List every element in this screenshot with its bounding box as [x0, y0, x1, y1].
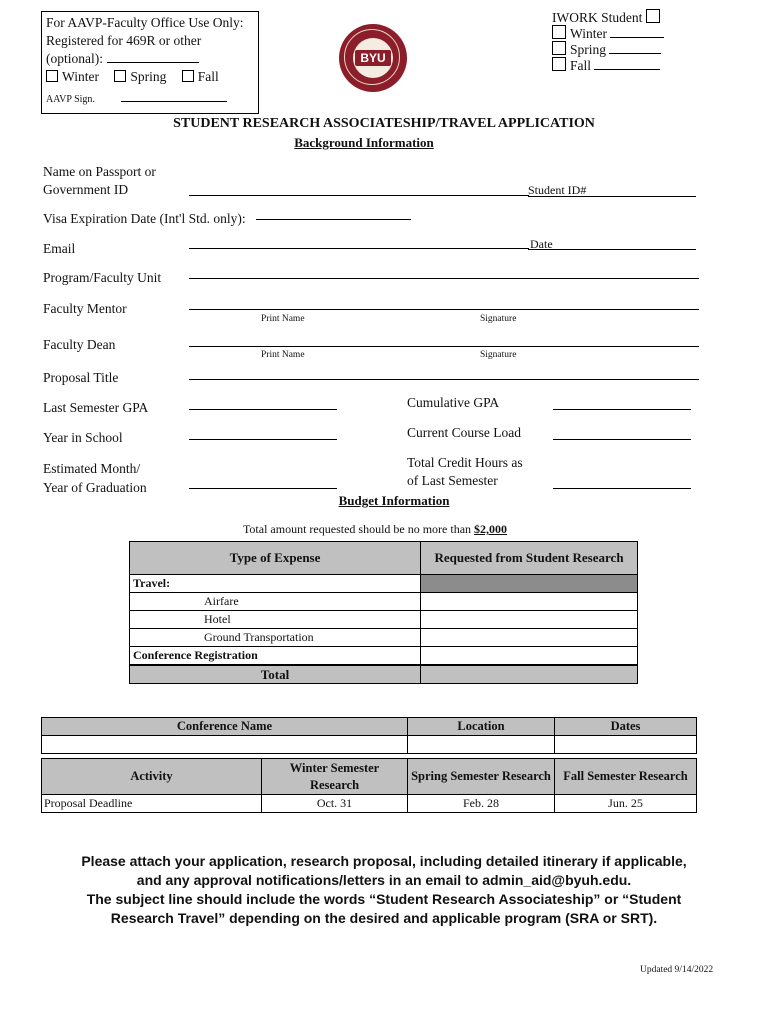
- budget-table: [129, 541, 638, 684]
- deadline-winter-header: Winter Semester Research: [262, 759, 408, 795]
- iwork-winter-line[interactable]: [610, 25, 664, 38]
- graduation-line[interactable]: [189, 488, 337, 489]
- dean-label: Faculty Dean: [43, 337, 116, 352]
- budget-ground-cell[interactable]: [421, 629, 638, 647]
- budget-ground-label: Ground Transportation: [130, 629, 421, 647]
- office-winter-checkbox[interactable]: [46, 70, 58, 82]
- budget-heading: Budget Information: [338, 493, 450, 508]
- graduation-label-line2: Year of Graduation: [43, 480, 147, 495]
- name-label: [43, 163, 156, 199]
- office-fall-label: Fall: [197, 69, 219, 84]
- office-fall-checkbox[interactable]: [182, 70, 194, 82]
- course-load-line[interactable]: [553, 439, 691, 440]
- credit-hours-line2: of Last Semester: [407, 473, 498, 488]
- budget-conference-cell[interactable]: [421, 647, 638, 666]
- credit-hours-line[interactable]: [553, 488, 691, 489]
- budget-note-text: Total amount requested should be no more than: [242, 522, 475, 536]
- budget-travel-label: Travel:: [130, 575, 421, 593]
- deadline-row-label: Proposal Deadline: [42, 795, 262, 813]
- budget-col-requested: Requested from Student Research: [421, 542, 638, 575]
- date-label: Date: [530, 237, 553, 251]
- office-winter-label: Winter: [62, 69, 99, 84]
- office-line-2: Registered for 469R or other: [46, 33, 202, 48]
- instructions-line4: Research Travel” depending on the desired and applicable program (SRA or SRT).: [110, 910, 658, 926]
- budget-total-cell[interactable]: [421, 665, 638, 684]
- budget-hotel-label: Hotel: [130, 611, 421, 629]
- dean-line[interactable]: [189, 346, 699, 347]
- visa-label: Visa Expiration Date (Int'l Std. only):: [43, 211, 246, 226]
- mentor-signature: Signature: [480, 314, 517, 324]
- conference-location-cell[interactable]: [408, 736, 555, 754]
- budget-total-label: Total: [130, 665, 421, 684]
- budget-note: [0, 522, 750, 537]
- deadline-spring-header: Spring Semester Research: [408, 759, 555, 795]
- cumulative-gpa-label: Cumulative GPA: [407, 395, 500, 410]
- updated-date: Updated 9/14/2022: [640, 965, 714, 975]
- cumulative-gpa-line[interactable]: [553, 409, 691, 410]
- office-use-box: [41, 11, 259, 114]
- iwork-spring-line[interactable]: [609, 41, 661, 54]
- conference-location-header: Location: [408, 718, 555, 736]
- dean-print-name: Print Name: [261, 350, 305, 360]
- name-label-line1: Name on Passport or: [43, 164, 156, 179]
- office-line-1: For AAVP-Faculty Office Use Only:: [46, 15, 244, 30]
- year-in-school-label: Year in School: [43, 430, 123, 445]
- mentor-print-name: Print Name: [261, 314, 305, 324]
- office-line-3: (optional):: [46, 51, 103, 66]
- office-optional-line[interactable]: [107, 50, 199, 63]
- budget-hotel-cell[interactable]: [421, 611, 638, 629]
- name-input-line[interactable]: [189, 195, 529, 196]
- last-gpa-line[interactable]: [189, 409, 337, 410]
- date-line[interactable]: [528, 249, 696, 250]
- student-id-line[interactable]: [528, 196, 696, 197]
- office-spring-label: Spring: [130, 69, 167, 84]
- budget-col-type: Type of Expense: [130, 542, 421, 575]
- graduation-label: [43, 459, 147, 497]
- conference-dates-cell[interactable]: [555, 736, 697, 754]
- instructions: [0, 852, 768, 928]
- iwork-student-box: [552, 9, 664, 73]
- program-label: Program/Faculty Unit: [43, 270, 162, 285]
- iwork-title: IWORK Student: [552, 10, 643, 25]
- graduation-label-line1: Estimated Month/: [43, 461, 141, 476]
- page-title: STUDENT RESEARCH ASSOCIATESHIP/TRAVEL APPLICATION: [173, 116, 595, 131]
- last-gpa-label: Last Semester GPA: [43, 400, 149, 415]
- conference-name-cell[interactable]: [42, 736, 408, 754]
- credit-hours-line1: Total Credit Hours as: [407, 455, 523, 470]
- background-heading: Background Information: [294, 135, 434, 150]
- visa-line[interactable]: [256, 219, 411, 220]
- iwork-checkbox[interactable]: [646, 9, 660, 23]
- iwork-fall-checkbox[interactable]: [552, 57, 566, 71]
- deadline-fall-header: Fall Semester Research: [555, 759, 697, 795]
- proposal-title-line[interactable]: [189, 379, 699, 380]
- instructions-line2: and any approval notifications/letters in an email to admin_aid@byuh.edu.: [136, 872, 632, 888]
- budget-travel-cell: [421, 575, 638, 593]
- deadline-fall-value: Jun. 25: [555, 795, 697, 813]
- deadline-spring-value: Feb. 28: [408, 795, 555, 813]
- instructions-line1: Please attach your application, research proposal, including detailed itinerary if applicable,: [81, 853, 687, 869]
- email-line[interactable]: [189, 248, 529, 249]
- deadline-winter-value: Oct. 31: [262, 795, 408, 813]
- proposal-title-label: Proposal Title: [43, 370, 119, 385]
- iwork-spring-checkbox[interactable]: [552, 41, 566, 55]
- instructions-line3: The subject line should include the words “Student Research Associateship” or “Student: [86, 891, 682, 907]
- iwork-winter-checkbox[interactable]: [552, 25, 566, 39]
- course-load-label: Current Course Load: [407, 425, 521, 440]
- budget-note-amount: $2,000: [474, 522, 508, 536]
- credit-hours-label: [407, 454, 523, 490]
- iwork-fall-line[interactable]: [594, 57, 660, 70]
- budget-airfare-cell[interactable]: [421, 593, 638, 611]
- logo-badge: BYU: [355, 50, 391, 66]
- budget-airfare-label: Airfare: [130, 593, 421, 611]
- aavp-sign-line[interactable]: [121, 89, 227, 102]
- office-spring-checkbox[interactable]: [114, 70, 126, 82]
- mentor-label: Faculty Mentor: [43, 301, 127, 316]
- iwork-winter-label: Winter: [570, 26, 607, 41]
- deadline-activity-header: Activity: [42, 759, 262, 795]
- email-label: Email: [43, 241, 76, 256]
- iwork-fall-label: Fall: [570, 58, 592, 73]
- dean-signature: Signature: [480, 350, 517, 360]
- mentor-line[interactable]: [189, 309, 699, 310]
- aavp-sign-label: AAVP Sign.: [46, 94, 95, 105]
- year-in-school-line[interactable]: [189, 439, 337, 440]
- conference-dates-header: Dates: [555, 718, 697, 736]
- conference-table: [41, 717, 697, 754]
- budget-conference-label: Conference Registration: [130, 647, 421, 666]
- deadlines-table: [41, 758, 697, 813]
- student-id-label: Student ID#: [528, 183, 587, 197]
- conference-name-header: Conference Name: [42, 718, 408, 736]
- iwork-spring-label: Spring: [570, 42, 607, 57]
- byu-logo: [339, 24, 407, 92]
- name-label-line2: Government ID: [43, 182, 129, 197]
- program-line[interactable]: [189, 278, 699, 279]
